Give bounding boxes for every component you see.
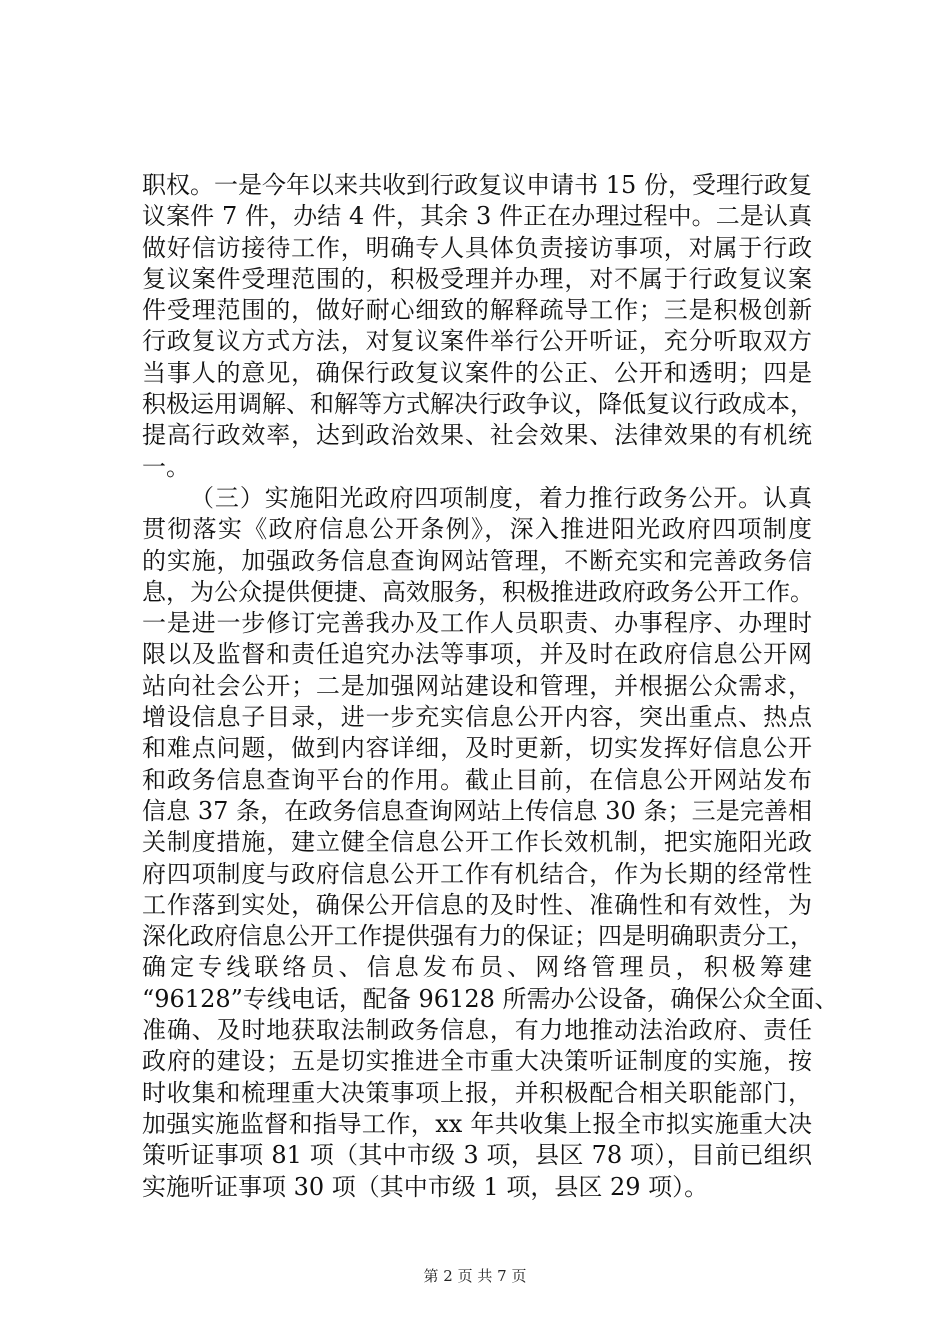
- text-line: 政府的建设；五是切实推进全市重大决策听证制度的实施，按: [142, 1047, 812, 1076]
- text-line: 加强实施监督和指导工作，xx 年共收集上报全市拟实施重大决: [142, 1109, 812, 1138]
- text-line: 时收集和梳理重大决策事项上报，并积极配合相关职能部门，: [142, 1078, 812, 1107]
- text-line: 府四项制度与政府信息公开工作有机结合，作为长期的经常性: [142, 859, 812, 888]
- text-line: 准确、及时地获取法制政务信息，有力地推动法治政府、责任: [142, 1016, 812, 1045]
- text-line: 行政复议方式方法，对复议案件举行公开听证，充分听取双方: [142, 327, 812, 356]
- text-line: 积极运用调解、和解等方式解决行政争议，降低复议行政成本，: [142, 390, 814, 419]
- text-line: 提高行政效率，达到政治效果、社会效果、法律效果的有机统: [142, 421, 812, 450]
- text-line: 和难点问题，做到内容详细，及时更新，切实发挥好信息公开: [142, 734, 812, 763]
- text-line: 策听证事项 81 项（其中市级 3 项，县区 78 项），目前已组织: [142, 1141, 812, 1170]
- text-line: 的实施，加强政务信息查询网站管理，不断充实和完善政务信: [142, 546, 812, 575]
- paragraph: [142, 170, 812, 483]
- text-line: （三）实施阳光政府四项制度，着力推行政务公开。认真: [190, 483, 812, 512]
- text-line: 信息 37 条，在政务信息查询网站上传信息 30 条；三是完善相: [142, 796, 812, 825]
- text-line: 和政务信息查询平台的作用。截止目前，在信息公开网站发布: [142, 765, 812, 794]
- text-line: 贯彻落实《政府信息公开条例》，深入推进阳光政府四项制度: [142, 515, 812, 544]
- text-line: 确定专线联络员、信息发布员、网络管理员，积极筹建: [142, 953, 812, 982]
- paragraph-container: [142, 170, 839, 1203]
- text-line: 议案件 7 件，办结 4 件，其余 3 件正在办理过程中。二是认真: [142, 202, 812, 231]
- page-footer: 第 2 页 共 7 页: [423, 1267, 527, 1285]
- text-line: 当事人的意见，确保行政复议案件的公正、公开和透明；四是: [142, 358, 812, 387]
- text-line: 一。: [142, 452, 190, 481]
- body-text: [142, 170, 839, 1203]
- text-line: 增设信息子目录，进一步充实信息公开内容，突出重点、热点: [142, 703, 812, 732]
- text-line: 深化政府信息公开工作提供强有力的保证；四是明确职责分工，: [142, 922, 814, 951]
- text-line: 实施听证事项 30 项（其中市级 1 项，县区 29 项）。: [142, 1172, 709, 1201]
- text-line: 件受理范围的，做好耐心细致的解释疏导工作；三是积极创新: [142, 296, 812, 325]
- text-line: 一是进一步修订完善我办及工作人员职责、办事程序、办理时: [142, 609, 812, 638]
- text-line: 息，为公众提供便捷、高效服务，积极推进政府政务公开工作。: [142, 577, 814, 606]
- text-line: 职权。一是今年以来共收到行政复议申请书 15 份，受理行政复: [142, 171, 812, 199]
- text-line: 复议案件受理范围的，积极受理并办理，对不属于行政复议案: [142, 264, 812, 293]
- text-line: 工作落到实处，确保公开信息的及时性、准确性和有效性，为: [142, 890, 812, 919]
- text-line: 站向社会公开；二是加强网站建设和管理，并根据公众需求，: [142, 671, 812, 700]
- text-line: 做好信访接待工作，明确专人具体负责接访事项，对属于行政: [142, 233, 812, 262]
- paragraph: [142, 483, 839, 1203]
- text-line: 限以及监督和责任追究办法等事项，并及时在政府信息公开网: [142, 640, 812, 669]
- text-line: “96128”专线电话，配备 96128 所需办公设备，确保公众全面、: [142, 984, 839, 1013]
- text-line: 关制度措施，建立健全信息公开工作长效机制，把实施阳光政: [142, 828, 812, 857]
